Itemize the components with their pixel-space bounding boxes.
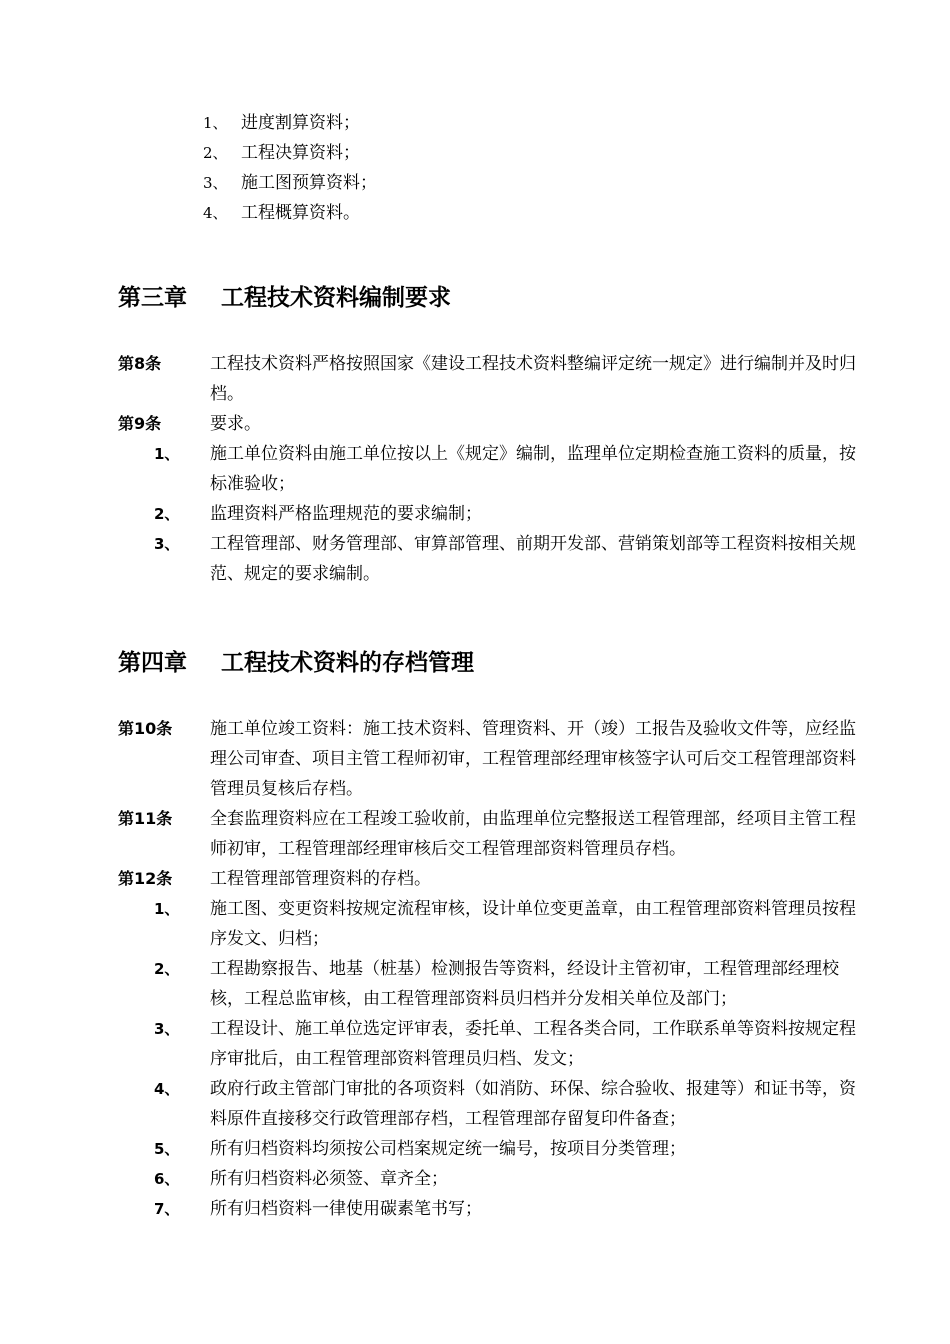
list-item-text: 政府行政主管部门审批的各项资料（如消防、环保、综合验收、报建等）和证书等，资料原件直接移交行政管理部存档，工程管理部存留复印件备查；: [210, 1079, 856, 1129]
list-item-text: 工程管理部、财务管理部、审算部管理、前期开发部、营销策划部等工程资料按相关规范、规定的要求编制。: [210, 534, 856, 584]
list-item-number: 7、: [154, 1200, 180, 1218]
article-text: 工程管理部管理资料的存档。: [210, 869, 431, 889]
list-item: [203, 110, 803, 140]
list-item-number: 1、: [203, 114, 228, 132]
list-item-text: 监理资料严格监理规范的要求编制；: [210, 504, 482, 524]
list-item-number: 1、: [154, 445, 180, 463]
list-item-text: 施工单位资料由施工单位按以上《规定》编制，监理单位定期检查施工资料的质量，按标准验收；: [210, 444, 856, 494]
list-item: [118, 529, 878, 589]
list-item-text: 进度割算资料；: [241, 113, 360, 133]
article-9: [118, 409, 878, 439]
list-item-number: 3、: [154, 535, 180, 553]
chapter-number: 第四章: [118, 650, 187, 676]
chapter-4-body: [118, 714, 878, 1224]
list-item: [118, 1074, 878, 1134]
list-item-number: 3、: [203, 174, 228, 192]
list-item: [203, 170, 803, 200]
list-item-number: 2、: [154, 960, 180, 978]
article-8: [118, 349, 878, 409]
list-item-number: 5、: [154, 1140, 180, 1158]
chapter-3-heading: [118, 279, 451, 312]
chapter-title: 工程技术资料编制要求: [221, 285, 451, 311]
list-item: [118, 439, 878, 499]
article-label: 第11条: [118, 809, 173, 828]
chapter-number: 第三章: [118, 285, 187, 311]
list-item: [118, 1134, 878, 1164]
list-item-number: 4、: [154, 1080, 180, 1098]
list-item-text: 施工图、变更资料按规定流程审核，设计单位变更盖章，由工程管理部资料管理员按程序发文、归档；: [210, 899, 856, 949]
list-item-number: 2、: [154, 505, 180, 523]
budget-materials-list: [203, 110, 803, 230]
article-label: 第10条: [118, 719, 173, 738]
article-label: 第8条: [118, 354, 162, 373]
article-label: 第12条: [118, 869, 173, 888]
list-item: [118, 1164, 878, 1194]
article-text: 全套监理资料应在工程竣工验收前，由监理单位完整报送工程管理部，经项目主管工程师初审，工程管理部经理审核后交工程管理部资料管理员存档。: [210, 809, 856, 859]
article-12: [118, 864, 878, 894]
article-10: [118, 714, 878, 804]
list-item: [203, 200, 803, 230]
list-item-text: 工程勘察报告、地基（桩基）检测报告等资料，经设计主管初审，工程管理部经理校核，工程总监审核，由工程管理部资料员归档并分发相关单位及部门；: [210, 959, 839, 1009]
chapter-3-body: [118, 349, 878, 589]
article-text: 施工单位竣工资料：施工技术资料、管理资料、开（竣）工报告及验收文件等，应经监理公司审查、项目主管工程师初审，工程管理部经理审核签字认可后交工程管理部资料管理员复核后存档。: [210, 719, 856, 799]
list-item-text: 工程设计、施工单位选定评审表，委托单、工程各类合同，工作联系单等资料按规定程序审批后，由工程管理部资料管理员归档、发文；: [210, 1019, 856, 1069]
list-item: [118, 1014, 878, 1074]
list-item: [118, 954, 878, 1014]
list-item-text: 所有归档资料一律使用碳素笔书写；: [210, 1199, 482, 1219]
list-item-text: 所有归档资料必须签、章齐全；: [210, 1169, 448, 1189]
list-item-number: 4、: [203, 204, 228, 222]
list-item-text: 工程决算资料；: [241, 143, 360, 163]
article-text: 要求。: [210, 414, 261, 434]
list-item-number: 2、: [203, 144, 228, 162]
list-item-text: 工程概算资料。: [241, 203, 360, 223]
list-item: [118, 1194, 878, 1224]
list-item: [118, 499, 878, 529]
list-item: [203, 140, 803, 170]
list-item-number: 6、: [154, 1170, 180, 1188]
list-item: [118, 894, 878, 954]
article-label: 第9条: [118, 414, 162, 433]
list-item-text: 所有归档资料均须按公司档案规定统一编号，按项目分类管理；: [210, 1139, 686, 1159]
chapter-4-heading: [118, 644, 474, 677]
article-11: [118, 804, 878, 864]
list-item-text: 施工图预算资料；: [241, 173, 377, 193]
article-text: 工程技术资料严格按照国家《建设工程技术资料整编评定统一规定》进行编制并及时归档。: [210, 354, 856, 404]
list-item-number: 3、: [154, 1020, 180, 1038]
list-item-number: 1、: [154, 900, 180, 918]
chapter-title: 工程技术资料的存档管理: [221, 650, 474, 676]
